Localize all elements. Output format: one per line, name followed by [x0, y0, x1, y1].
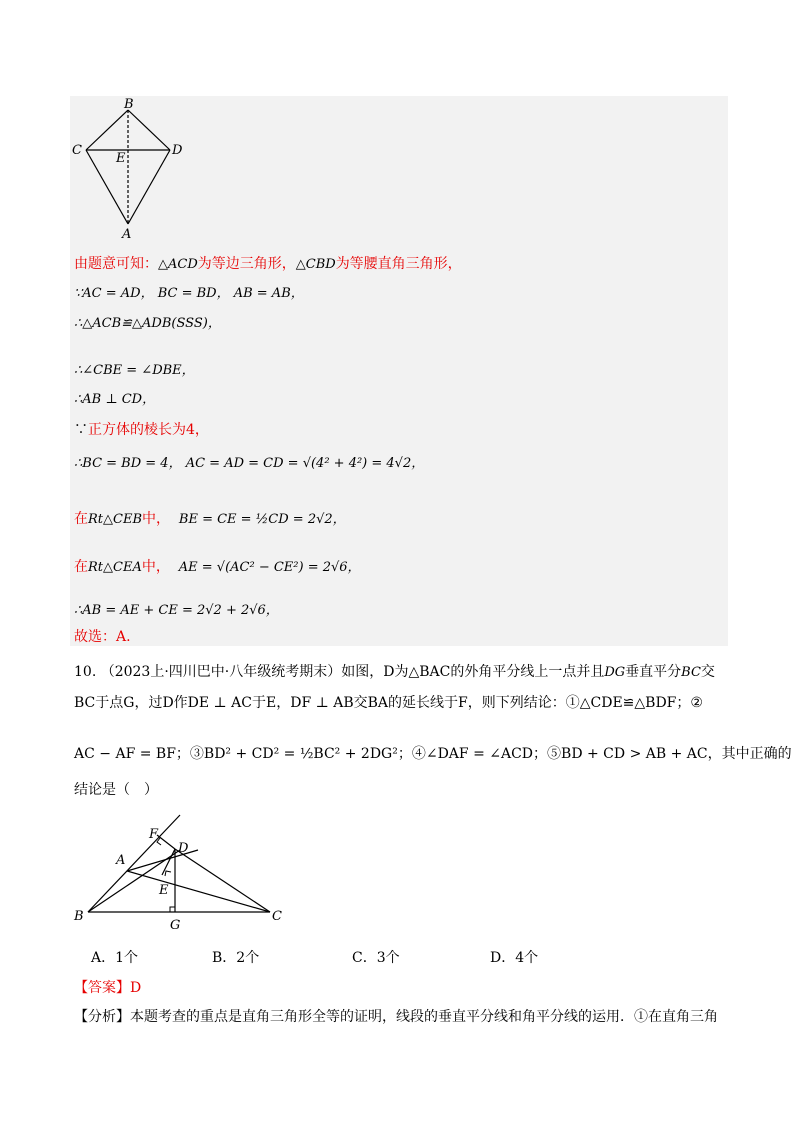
- option-b[interactable]: B．2个: [212, 950, 260, 966]
- label-B: B: [124, 97, 134, 112]
- label-A: A: [116, 853, 126, 868]
- label-E: E: [116, 151, 126, 166]
- label-D: D: [172, 143, 183, 158]
- label-E: E: [159, 883, 169, 898]
- label-F: F: [149, 827, 159, 842]
- analysis-line: 【分析】本题考查的重点是直角三角形全等的证明，线段的垂直平分线和角平分线的运用．①在直角三角: [74, 1009, 718, 1025]
- question-line-1: 10. （2023上·四川巴中·八年级统考期末）如图，D为△BAC的外角平分线上一点并且DG垂直平分BC交: [74, 664, 715, 680]
- figure-kite: [70, 96, 200, 241]
- solution-line-6: ∵正方体的棱长为4，: [74, 422, 209, 438]
- option-a[interactable]: A．1个: [91, 950, 139, 966]
- label-B: B: [74, 909, 84, 924]
- label-C: C: [272, 909, 282, 924]
- solution-line-1: 由题意可知：△ACD为等边三角形，△CBD为等腰直角三角形，: [74, 256, 462, 272]
- solution-line-8: 在Rt△CEB中， BE = CE = ½CD = 2√2，: [74, 511, 346, 527]
- option-c[interactable]: C．3个: [352, 950, 400, 966]
- question-line-3: AC − AF = BF；③BD² + CD² = ½BC² + 2DG²；④∠DAF = ∠ACD；⑤BD + CD > AB + AC，其中正确的: [74, 746, 792, 762]
- option-d[interactable]: D．4个: [490, 950, 539, 966]
- solution-line-4: ∴∠CBE = ∠DBE，: [74, 363, 195, 378]
- question-line-2: BC于点G，过D作DE ⊥ AC于E，DF ⊥ AB交BA的延长线于F，则下列结论：①△CDE≌△BDF；②: [74, 695, 703, 711]
- solution-line-3: ∴△ACB≌△ADB(SSS)，: [74, 316, 221, 331]
- answer-line: 【答案】D: [74, 980, 142, 996]
- question-line-4: 结论是（ ）: [74, 782, 158, 798]
- solution-line-10: ∴AB = AE + CE = 2√2 + 2√6，: [74, 603, 279, 618]
- label-A: A: [122, 227, 132, 241]
- figure-triangle: [70, 812, 300, 937]
- solution-conclusion: 故选：A.: [74, 629, 131, 645]
- solution-line-2: ∵AC = AD， BC = BD， AB = AB，: [74, 286, 304, 301]
- label-C: C: [72, 143, 82, 158]
- solution-line-7: ∴BC = BD = 4， AC = AD = CD = √(4² + 4²) = 4√2，: [74, 456, 425, 471]
- solution-line-5: ∴AB ⊥ CD，: [74, 392, 156, 407]
- label-D: D: [178, 841, 189, 856]
- solution-line-9: 在Rt△CEA中， AE = √(AC² − CE²) = 2√6，: [74, 559, 361, 575]
- label-G: G: [170, 918, 181, 933]
